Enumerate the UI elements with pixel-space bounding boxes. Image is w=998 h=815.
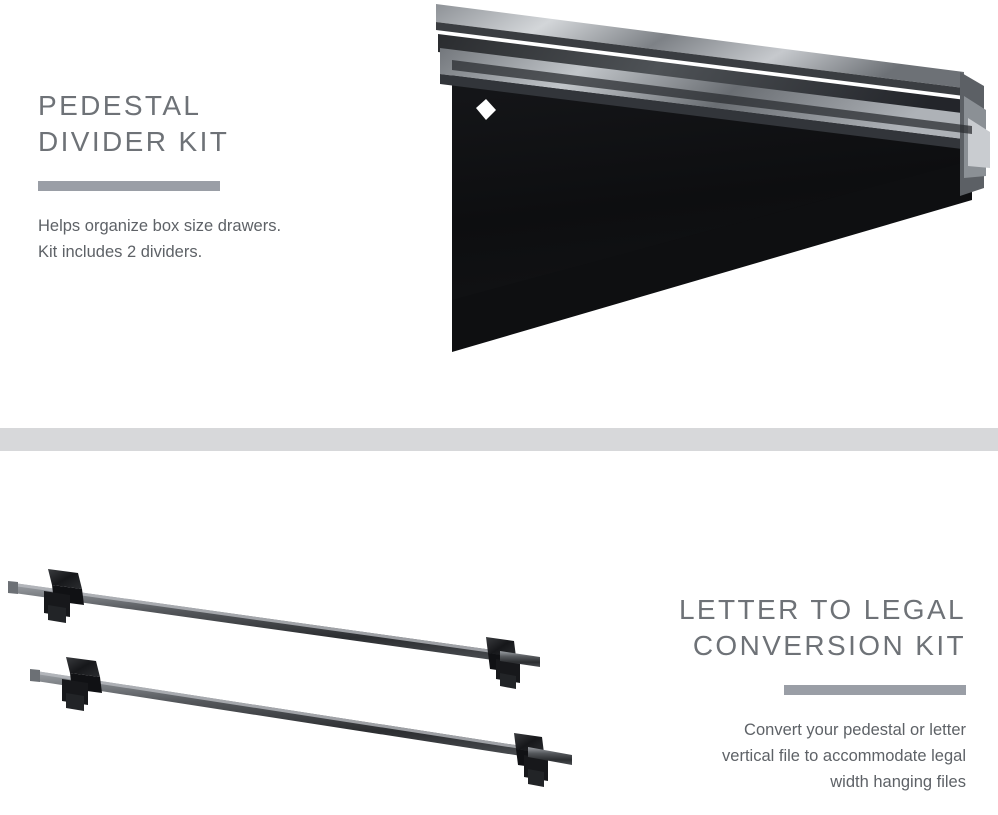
description-line-2: Kit includes 2 dividers. [38,243,203,262]
headline-line-1: PEDESTAL [38,90,202,121]
description-line-3: width hanging files [830,773,966,792]
headline-line-2: CONVERSION KIT [692,629,966,661]
headline-line-1: LETTER TO LEGAL [678,594,966,625]
description-line-2: vertical file to accommodate legal [722,747,966,766]
panel-one-description [38,213,438,266]
rod-clip-left-upper [44,569,84,623]
section-separator-band [0,428,998,451]
page-title-letter-to-legal-conversion-kit [536,592,966,664]
page-title-pedestal-divider-kit [38,88,438,160]
pedestal-divider-panel-photo [424,0,998,388]
rod-clip-left-lower [62,657,102,711]
panel-one-text-block [38,88,438,265]
conversion-rod-lower [30,657,572,787]
panel-letter-to-legal-conversion-kit [0,451,998,815]
rods-illustration [0,561,620,815]
description-line-1: Helps organize box size drawers. [38,216,282,235]
panel-two-text-block [536,592,966,796]
description-line-1: Convert your pedestal or letter [744,720,966,739]
divider-rule [784,685,966,695]
letter-to-legal-conversion-rods-photo [0,561,620,815]
divider-illustration [424,0,998,388]
divider-rule [38,181,220,191]
panel-two-description [536,717,966,796]
headline-line-2: DIVIDER KIT [38,125,230,157]
